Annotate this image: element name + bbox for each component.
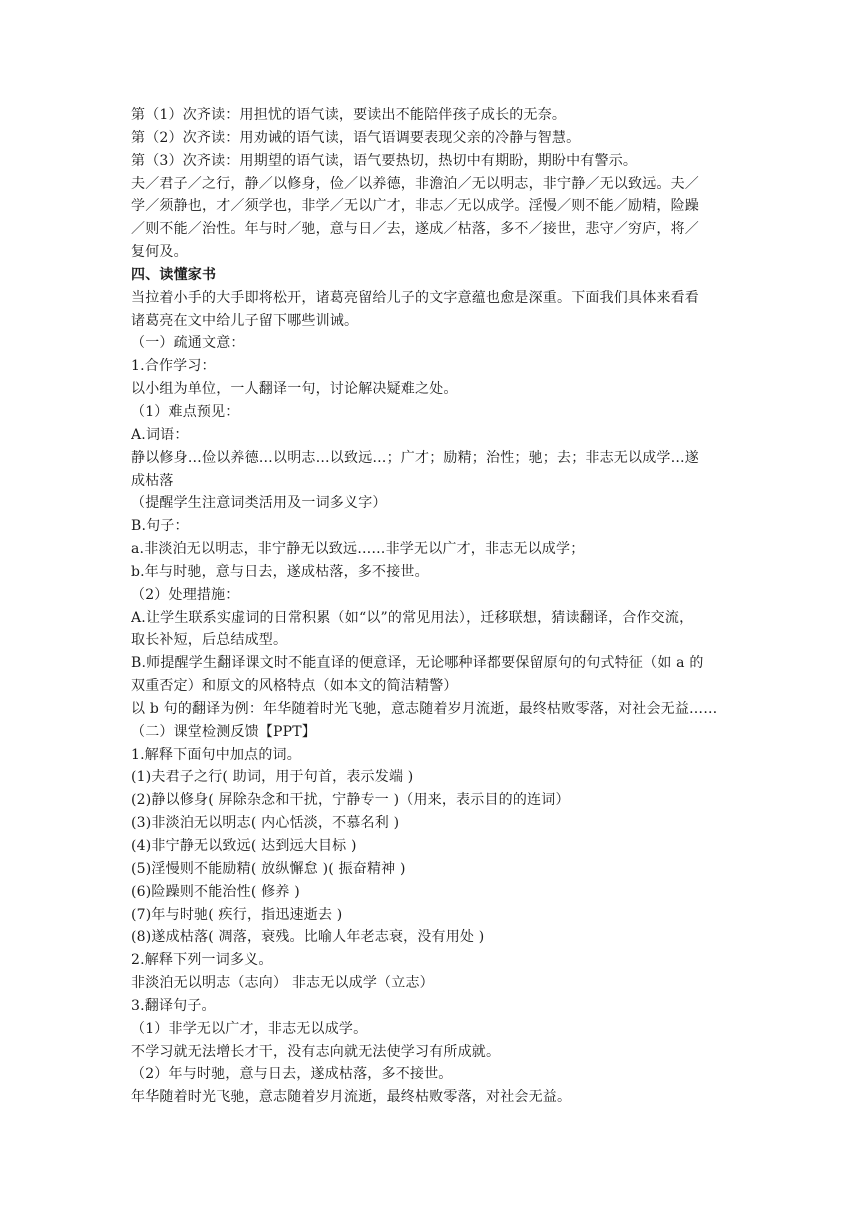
text-line: 取长补短，后总结成型。: [131, 632, 288, 649]
text-line: 非淡泊无以明志（志向） 非志无以成学（立志）: [131, 975, 434, 992]
text-line: (2)静以修身( 屏除杂念和干扰，宁静专一 )（用来，表示目的的连词）: [131, 792, 570, 809]
text-line: 第（1）次齐读：用担忧的语气读，要读出不能陪伴孩子成长的无奈。: [131, 107, 567, 123]
text-line: (1)夫君子之行( 助词，用于句首，表示发端 ): [131, 769, 414, 786]
text-line: 3.翻译句子。: [131, 997, 216, 1014]
text-line: 1.解释下面句中加点的词。: [131, 746, 301, 763]
text-line: b.年与时驰，意与日去，遂成枯落，多不接世。: [131, 563, 429, 580]
text-line: （1）非学无以广才，非志无以成学。: [131, 1020, 368, 1037]
text-line: 2.解释下列一词多义。: [131, 952, 273, 969]
text-line: （一）疏通文意：: [131, 335, 245, 352]
text-line: （二）课堂检测反馈【PPT】: [131, 723, 316, 740]
text-line: 年华随着时光飞驰，意志随着岁月流逝，最终枯败零落，对社会无益。: [131, 1089, 572, 1106]
text-line: 夫／君子／之行，静／以修身，俭／以养德，非澹泊／无以明志，非宁静／无以致远。夫／: [131, 175, 699, 192]
text-line: 当拉着小手的大手即将松开，诸葛亮留给儿子的文字意蕴也愈是深重。下面我们具体来看看: [131, 289, 699, 306]
text-line: 以小组为单位，一人翻译一句，讨论解决疑难之处。: [131, 381, 458, 398]
text-line: (8)遂成枯落( 凋落，衰残。比喻人年老志衰，没有用处 ): [131, 929, 485, 946]
text-line: 第（3）次齐读：用期望的语气读，语气要热切，热切中有期盼，期盼中有警示。: [131, 152, 638, 169]
text-line: 成枯落: [131, 472, 174, 489]
text-line: 以 b 句的翻译为例：年华随着时光飞驰，意志随着岁月流逝，最终枯败零落，对社会无益……: [131, 700, 718, 717]
document-body: [131, 104, 731, 1109]
text-line: B.师提醒学生翻译课文时不能直译的便意译，无论哪种译都要保留原句的句式特征（如 a 的: [131, 655, 704, 672]
text-line: 诸葛亮在文中给儿子留下哪些训诫。: [131, 312, 359, 329]
text-line: (7)年与时驰( 疾行，指迅速逝去 ): [131, 906, 343, 923]
text-line: a.非淡泊无以明志，非宁静无以致远……非学无以广才，非志无以成学；: [131, 541, 585, 558]
text-line: 第（2）次齐读：用劝诫的语气读，语气语调要表现父亲的冷静与智慧。: [131, 129, 581, 146]
text-line: ／则不能／治性。年与时／驰，意与日／去，遂成／枯落，多不／接世，悲守／穷庐，将／: [131, 221, 699, 238]
text-line: 不学习就无法增长才干，没有志向就无法使学习有所成就。: [131, 1043, 501, 1060]
text-line: A.词语：: [131, 426, 189, 443]
text-line: 复何及。: [131, 244, 188, 261]
text-line: （提醒学生注意词类活用及一词多义字）: [131, 495, 387, 512]
text-line: (6)险躁则不能治性( 修养 ): [131, 883, 300, 900]
text-line: 学／须静也，才／须学也，非学／无以广才，非志／无以成学。淫慢／则不能／励精，险躁: [131, 198, 699, 215]
text-line: （2）处理措施：: [131, 586, 240, 603]
text-line: （2）年与时驰，意与日去，遂成枯落，多不接世。: [131, 1066, 453, 1083]
text-line: B.句子：: [131, 518, 189, 535]
text-line: （1）难点预见：: [131, 403, 240, 420]
text-line: (3)非淡泊无以明志( 内心恬淡，不慕名利 ): [131, 815, 400, 832]
text-line: (5)淫慢则不能励精( 放纵懈怠 )( 振奋精神 ): [131, 860, 406, 877]
text-line: A.让学生联系实虚词的日常积累（如“以”的常见用法），迁移联想，猜读翻译，合作交流，: [131, 609, 694, 626]
text-line: (4)非宁静无以致远( 达到远大目标 ): [131, 838, 357, 854]
text-line: 1.合作学习：: [131, 358, 216, 375]
text-line: 双重否定）和原文的风格特点（如本文的简洁精警）: [131, 678, 458, 695]
text-line: 静以修身…俭以养德…以明志…以致远…；广才；励精；治性；驰；去；非志无以成学…遂: [131, 449, 699, 466]
section-heading: 四、读懂家书: [131, 266, 217, 283]
